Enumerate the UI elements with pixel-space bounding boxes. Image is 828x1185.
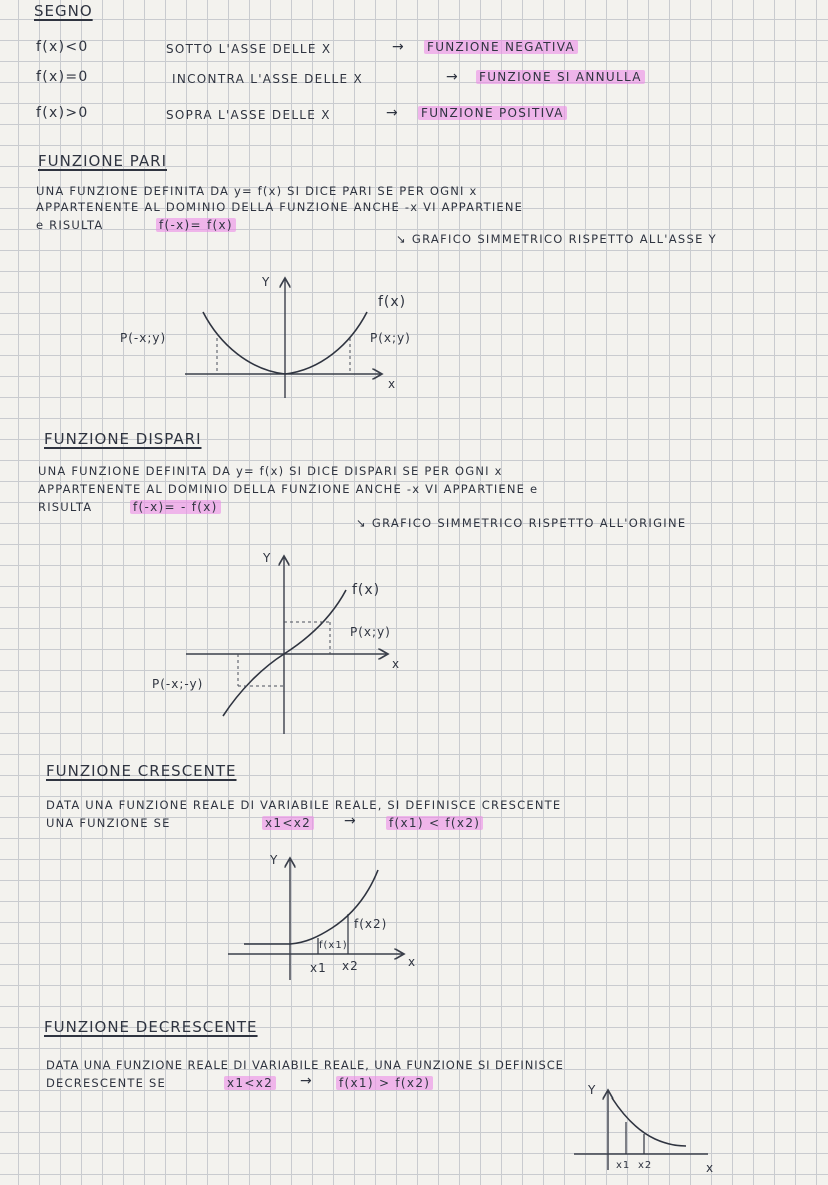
decrescente-x-label: x bbox=[706, 1161, 715, 1175]
pari-graph bbox=[120, 275, 411, 398]
decrescente-text-line2: DECRESCENTE SE bbox=[46, 1076, 166, 1090]
pari-note: ↘ GRAFICO SIMMETRICO RISPETTO ALL'ASSE Y bbox=[396, 232, 717, 246]
section-title-dispari: FUNZIONE DISPARI bbox=[44, 430, 202, 448]
crescente-x2-label: x2 bbox=[342, 959, 359, 973]
crescente-graph bbox=[228, 853, 416, 980]
pari-text-line1: UNA FUNZIONE DEFINITA DA y= f(x) SI DICE PARI SE PER OGNI x bbox=[36, 184, 478, 198]
segno-desc-positiva: SOPRA L'ASSE DELLE X bbox=[166, 108, 331, 122]
pari-f-label: f(x) bbox=[378, 294, 407, 310]
decrescente-text-line1: DATA UNA FUNZIONE REALE DI VARIABILE REALE, UNA FUNZIONE SI DEFINISCE bbox=[46, 1058, 564, 1072]
decrescente-curve bbox=[612, 1098, 686, 1146]
section-title-segno: SEGNO bbox=[34, 2, 93, 20]
dispari-formula: f(-x)= - f(x) bbox=[130, 500, 221, 514]
pari-y-label: Y bbox=[262, 275, 271, 289]
decrescente-result: f(x1) > f(x2) bbox=[336, 1076, 433, 1090]
decrescente-graph bbox=[574, 1083, 714, 1175]
section-title-crescente: FUNZIONE CRESCENTE bbox=[46, 762, 237, 780]
dispari-p-right: P(x;y) bbox=[350, 625, 391, 639]
segno-result-negativa: FUNZIONE NEGATIVA bbox=[424, 40, 578, 54]
dispari-text-line3: RISULTA bbox=[38, 500, 93, 514]
pari-x-label: x bbox=[388, 377, 397, 391]
segno-arrow-positiva: → bbox=[386, 105, 400, 121]
dispari-y-label: Y bbox=[263, 551, 272, 565]
segno-arrow-zero: → bbox=[446, 69, 460, 85]
dispari-f-label: f(x) bbox=[352, 582, 381, 598]
segno-result-zero: FUNZIONE SI ANNULLA bbox=[476, 70, 645, 84]
section-title-decrescente: FUNZIONE DECRESCENTE bbox=[44, 1018, 258, 1036]
dispari-text-line1: UNA FUNZIONE DEFINITA DA y= f(x) SI DICE DISPARI SE PER OGNI x bbox=[38, 464, 503, 478]
pari-p-right: P(x;y) bbox=[370, 331, 411, 345]
crescente-fx2-label: f(x2) bbox=[354, 917, 388, 931]
dispari-graph bbox=[152, 551, 400, 734]
segno-desc-negativa: SOTTO L'ASSE DELLE X bbox=[166, 42, 332, 56]
dispari-p-left: P(-x;-y) bbox=[152, 677, 204, 691]
decrescente-x2-label: x2 bbox=[638, 1160, 653, 1171]
segno-arrow-negativa: → bbox=[392, 39, 406, 55]
crescente-arrow: → bbox=[344, 813, 358, 829]
segno-cond-zero: f(x)=0 bbox=[36, 69, 89, 85]
pari-formula: f(-x)= f(x) bbox=[156, 218, 236, 232]
decrescente-arrow: → bbox=[300, 1073, 314, 1089]
pari-p-left: P(-x;y) bbox=[120, 331, 167, 345]
crescente-x-label: x bbox=[408, 955, 417, 969]
dispari-x-label: x bbox=[392, 657, 401, 671]
crescente-result: f(x1) < f(x2) bbox=[386, 816, 483, 830]
dispari-note: ↘ GRAFICO SIMMETRICO RISPETTO ALL'ORIGINE bbox=[356, 516, 687, 530]
crescente-curve bbox=[244, 870, 378, 944]
segno-cond-positiva: f(x)>0 bbox=[36, 105, 89, 121]
crescente-x1-label: x1 bbox=[310, 961, 327, 975]
crescente-y-label: Y bbox=[270, 853, 279, 867]
pari-text-line2: APPARTENENTE AL DOMINIO DELLA FUNZIONE ANCHE -x VI APPARTIENE bbox=[36, 200, 524, 214]
crescente-cond: x1<x2 bbox=[262, 816, 314, 830]
decrescente-cond: x1<x2 bbox=[224, 1076, 276, 1090]
section-title-pari: FUNZIONE PARI bbox=[38, 152, 167, 170]
crescente-text-line1: DATA UNA FUNZIONE REALE DI VARIABILE REALE, SI DEFINISCE CRESCENTE bbox=[46, 798, 562, 812]
decrescente-y-label: Y bbox=[588, 1083, 597, 1097]
dispari-text-line2: APPARTENENTE AL DOMINIO DELLA FUNZIONE ANCHE -x VI APPARTIENE e bbox=[38, 482, 539, 496]
crescente-fx1-label: f(x1) bbox=[319, 940, 348, 951]
segno-result-positiva: FUNZIONE POSITIVA bbox=[418, 106, 567, 120]
pari-text-line3: e RISULTA bbox=[36, 218, 104, 232]
segno-desc-zero: INCONTRA L'ASSE DELLE X bbox=[172, 72, 364, 86]
decrescente-x1-label: x1 bbox=[616, 1160, 631, 1171]
crescente-text-line2: UNA FUNZIONE SE bbox=[46, 816, 171, 830]
segno-cond-negativa: f(x)<0 bbox=[36, 39, 89, 55]
